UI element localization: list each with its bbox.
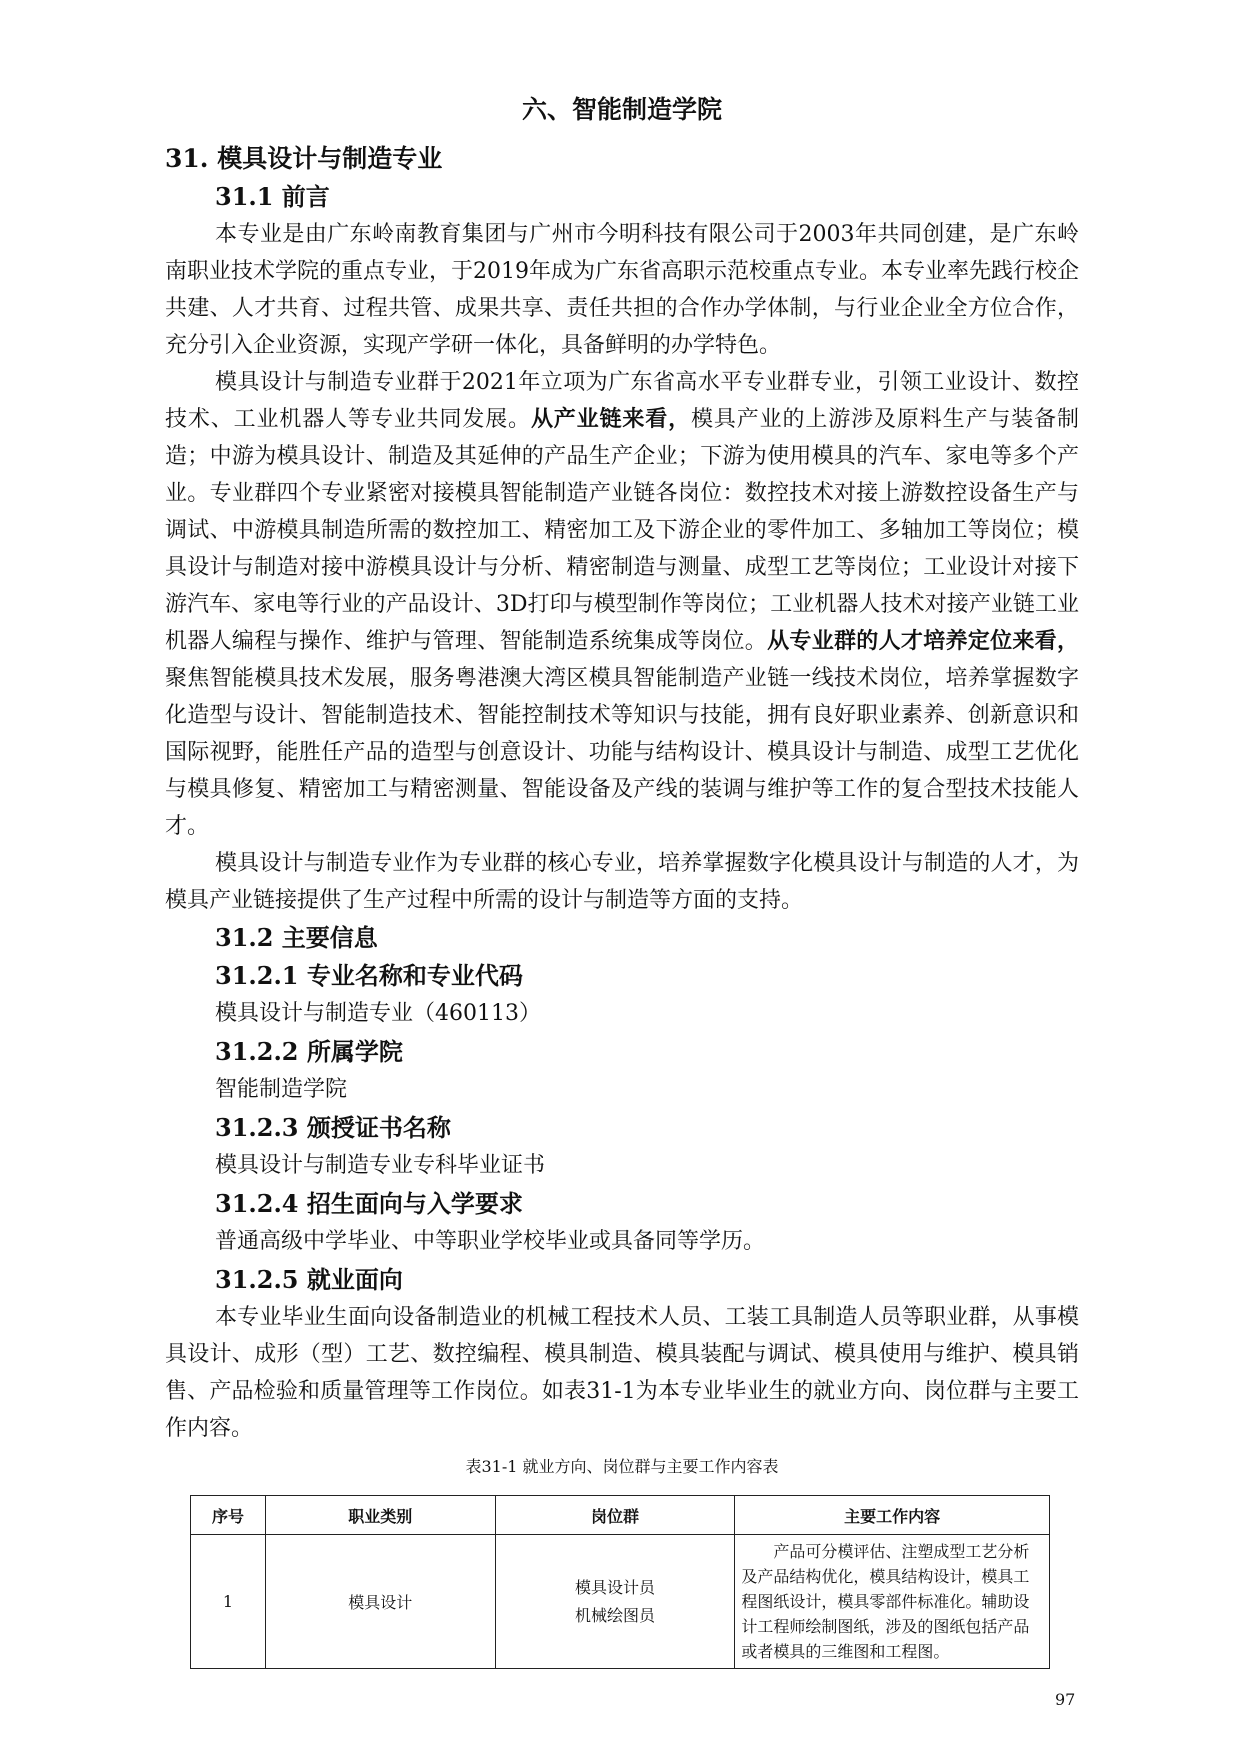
row-category: 模具设计 bbox=[265, 1535, 495, 1669]
paragraph-text: 聚焦智能模具技术发展，服务粤港澳大湾区模具智能制造产业链一线技术岗位，培养掌握数字化造型与设计、智能制造技术、智能控制技术等知识与技能，拥有良好职业素养、创新意识和国际视野，能胜任产品的造型与创意设计、功能与结构设计、模具设计与制造、成型工艺优化与模具修复、精密加工与精密测量、智能设备及产线的装调与维护等工作的复合型技术技能人才。 bbox=[165, 666, 1079, 839]
row-content: 产品可分模评估、注塑成型工艺分析及产品结构优化，模具结构设计，模具工程图纸设计，模具零部件标准化。辅助设计工程师绘制图纸，涉及的图纸包括产品或者模具的三维图和工程图。 bbox=[735, 1535, 1050, 1669]
header-positions: 岗位群 bbox=[495, 1496, 735, 1535]
emphasis-text: 从产业链来看， bbox=[530, 406, 692, 432]
paragraph-text: 模具产业的上游涉及原料生产与装备制造；中游为模具设计、制造及其延伸的产品生产企业；下游为使用模具的汽车、家电等多个产业。专业群四个专业紧密对接模具智能制造产业链各岗位：数控技术对接上游数控设备生产与调试、中游模具制造所需的数控加工、精密加工及下游企业的零件加工、多轴加工等岗位；模具设计与制造对接中游模具设计与分析、精密制造与测量、成型工艺等岗位；工业设计对接下游汽车、家电等行业的产品设计、3D打印与模型制作等岗位；工业机器人技术对接产业链工业机器人编程与操作、维护与管理、智能制造系统集成等岗位。 bbox=[165, 407, 1079, 654]
emphasis-text: 从专业群的人才培养定位来看， bbox=[767, 628, 1079, 654]
header-content: 主要工作内容 bbox=[735, 1496, 1050, 1535]
header-index: 序号 bbox=[191, 1496, 266, 1535]
header-category: 职业类别 bbox=[265, 1496, 495, 1535]
row-positions bbox=[495, 1535, 735, 1669]
intro-paragraph bbox=[165, 364, 1079, 845]
intro-paragraph bbox=[165, 845, 1079, 919]
info-item-heading: 31.2.1 专业名称和专业代码 bbox=[215, 961, 523, 990]
position-item: 模具设计员 bbox=[574, 1577, 655, 1597]
page-number: 97 bbox=[1055, 1690, 1076, 1709]
info-item-text: 模具设计与制造专业（460113） bbox=[215, 1001, 541, 1026]
table-row bbox=[191, 1535, 1050, 1669]
intro-paragraphs bbox=[165, 216, 1079, 919]
table-caption: 表31-1 就业方向、岗位群与主要工作内容表 bbox=[465, 1457, 779, 1476]
info-item-text: 普通高级中学毕业、中等职业学校毕业或具备同等学历。 bbox=[215, 1229, 766, 1254]
info-item-heading: 31.2.3 颁授证书名称 bbox=[215, 1113, 451, 1142]
employment-table bbox=[190, 1495, 1050, 1669]
row-index: 1 bbox=[191, 1535, 266, 1669]
paragraph-text: 本专业是由广东岭南教育集团与广州市今明科技有限公司于2003年共同创建，是广东岭南职业技术学院的重点专业，于2019年成为广东省高职示范校重点专业。本专业率先践行校企共建、人才共育、过程共管、成果共享、责任共担的合作办学体制，与行业企业全方位合作，充分引入企业资源，实现产学研一体化，具备鲜明的办学特色。 bbox=[165, 222, 1079, 358]
info-item-heading: 31.2.2 所属学院 bbox=[215, 1037, 403, 1066]
paragraph-text: 模具设计与制造专业作为专业群的核心专业，培养掌握数字化模具设计与制造的人才，为模具产业链接提供了生产过程中所需的设计与制造等方面的支持。 bbox=[165, 851, 1079, 913]
info-item-text: 智能制造学院 bbox=[215, 1077, 348, 1102]
table-header-row bbox=[191, 1496, 1050, 1535]
employment-heading: 31.2.5 就业面向 bbox=[215, 1265, 403, 1294]
info-items bbox=[165, 957, 1079, 1261]
position-item: 机械绘图员 bbox=[574, 1605, 655, 1625]
chapter-title: 六、智能制造学院 bbox=[521, 95, 722, 124]
intro-paragraph bbox=[165, 216, 1079, 364]
info-item-text: 模具设计与制造专业专科毕业证书 bbox=[215, 1153, 546, 1178]
info-item-heading: 31.2.4 招生面向与入学要求 bbox=[215, 1189, 523, 1218]
document-page bbox=[165, 80, 1079, 1669]
section-heading: 31. 模具设计与制造专业 bbox=[165, 144, 443, 173]
employment-paragraph: 本专业毕业生面向设备制造业的机械工程技术人员、工装工具制造人员等职业群，从事模具设计、成形（型）工艺、数控编程、模具制造、模具装配与调试、模具使用与维护、模具销售、产品检验和质量管理等工作岗位。如表31-1为本专业毕业生的就业方向、岗位群与主要工作内容。 bbox=[165, 1305, 1079, 1441]
intro-heading: 31.1 前言 bbox=[215, 182, 330, 211]
paragraph-text: 模具设计与制造专业群于2021年立项为广东省高水平专业群专业，引领工业设计、数控技术、工业机器人等专业共同发展。 bbox=[165, 370, 1079, 432]
info-heading: 31.2 主要信息 bbox=[215, 923, 378, 952]
